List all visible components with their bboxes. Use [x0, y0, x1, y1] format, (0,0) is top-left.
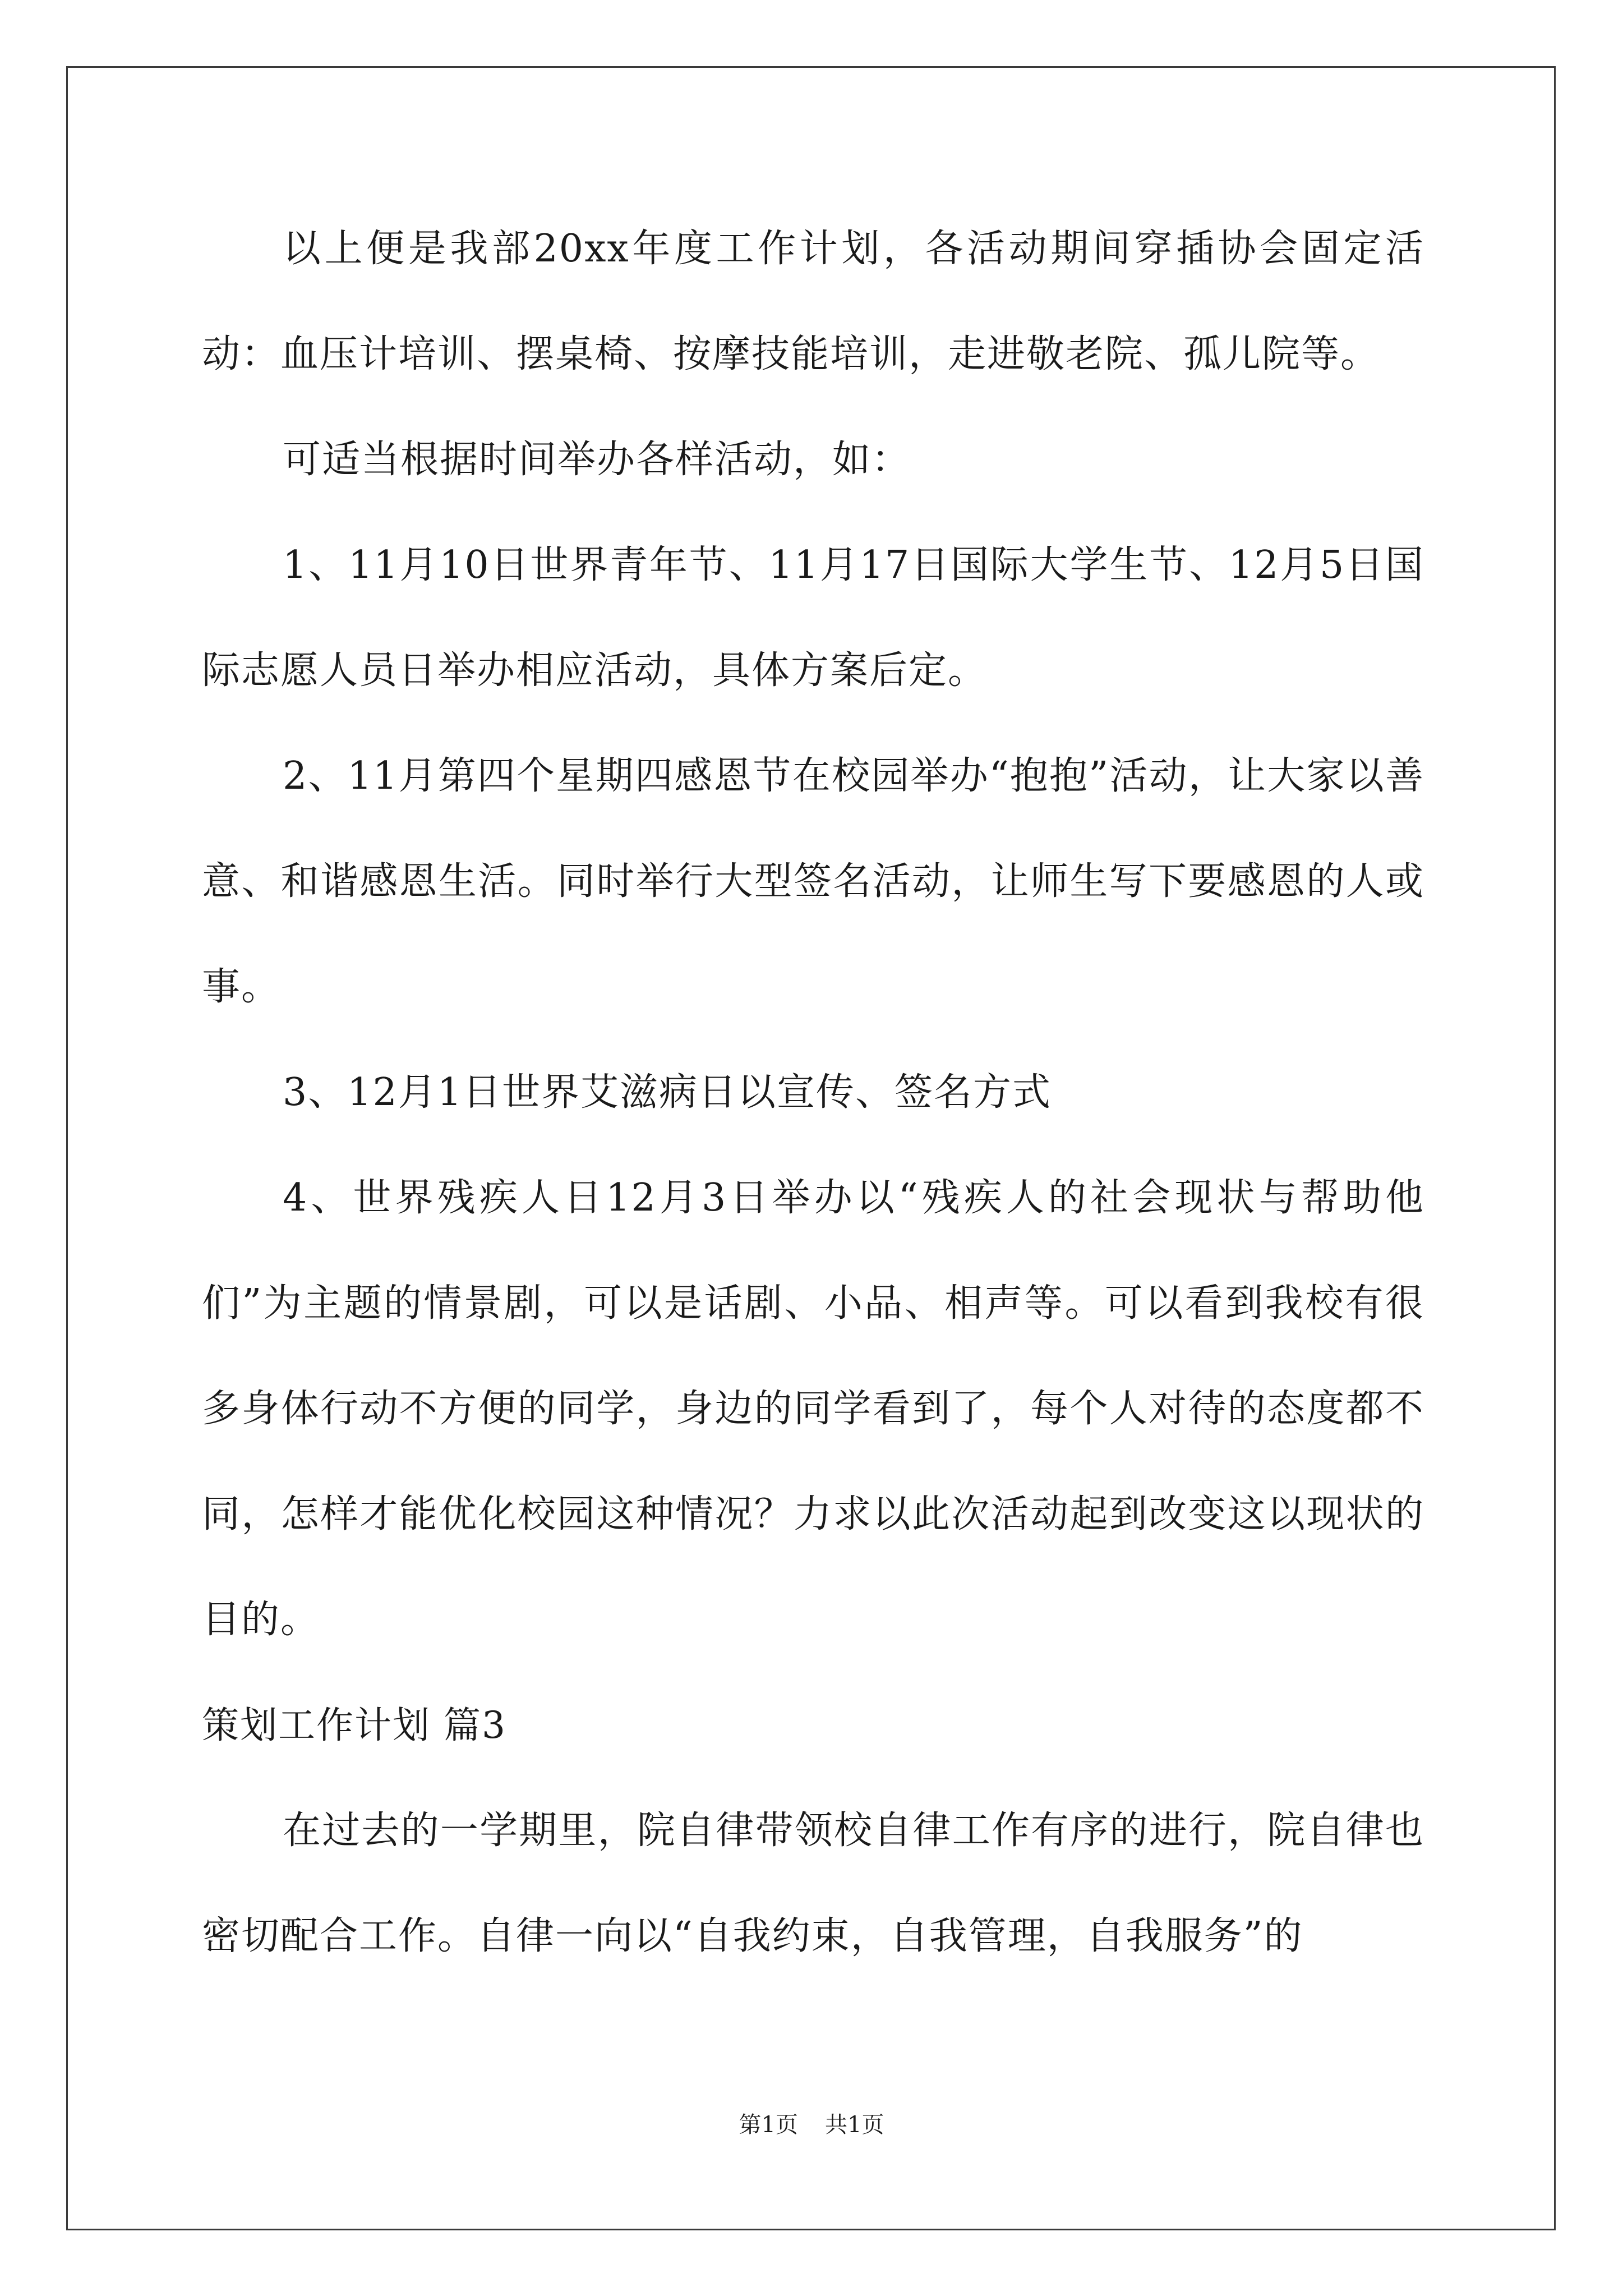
- paragraph-intro: 可适当根据时间举办各样活动，如：: [283, 438, 911, 482]
- paragraph-item-2: 2、11月第四个星期四感恩节在校园举办“抱抱”活动，让大家以善意、和谐感恩生活。同时举行大型签名活动，让师生写下要感恩的人或事。: [202, 754, 1424, 1009]
- section-heading: 策划工作计划 篇3: [202, 1704, 506, 1747]
- paragraph-item-4: 4、世界残疾人日12月3日举办以“残疾人的社会现状与帮助他们”为主题的情景剧，可以是话剧、小品、相声等。可以看到我校有很多身体行动不方便的同学，身边的同学看到了，每个人对待的态度都不同，怎样才能优化校园这种情况？力求以此次活动起到改变这以现状的目的。: [202, 1176, 1424, 1642]
- paragraph-item-3: 3、12月1日世界艾滋病日以宣传、签名方式: [283, 1070, 1052, 1115]
- paragraph-summary: 以上便是我部20xx年度工作计划，各活动期间穿插协会固定活动：血压计培训、摆桌椅、按摩技能培训，走进敬老院、孤儿院等。: [202, 227, 1424, 376]
- paragraph-section-body: 在过去的一学期里，院自律带领校自律工作有序的进行，院自律也密切配合工作。自律一向以“自我约束，自我管理，自我服务”的: [202, 1809, 1424, 1958]
- page-number-current: 第1页: [739, 2112, 798, 2138]
- page-number-total: 共1页: [825, 2112, 884, 2138]
- paragraph-item-1: 1、11月10日世界青年节、11月17日国际大学生节、12月5日国际志愿人员日举办相应活动，具体方案后定。: [202, 543, 1424, 693]
- page-footer: [0, 2108, 1623, 2142]
- document-body: [202, 196, 1424, 1989]
